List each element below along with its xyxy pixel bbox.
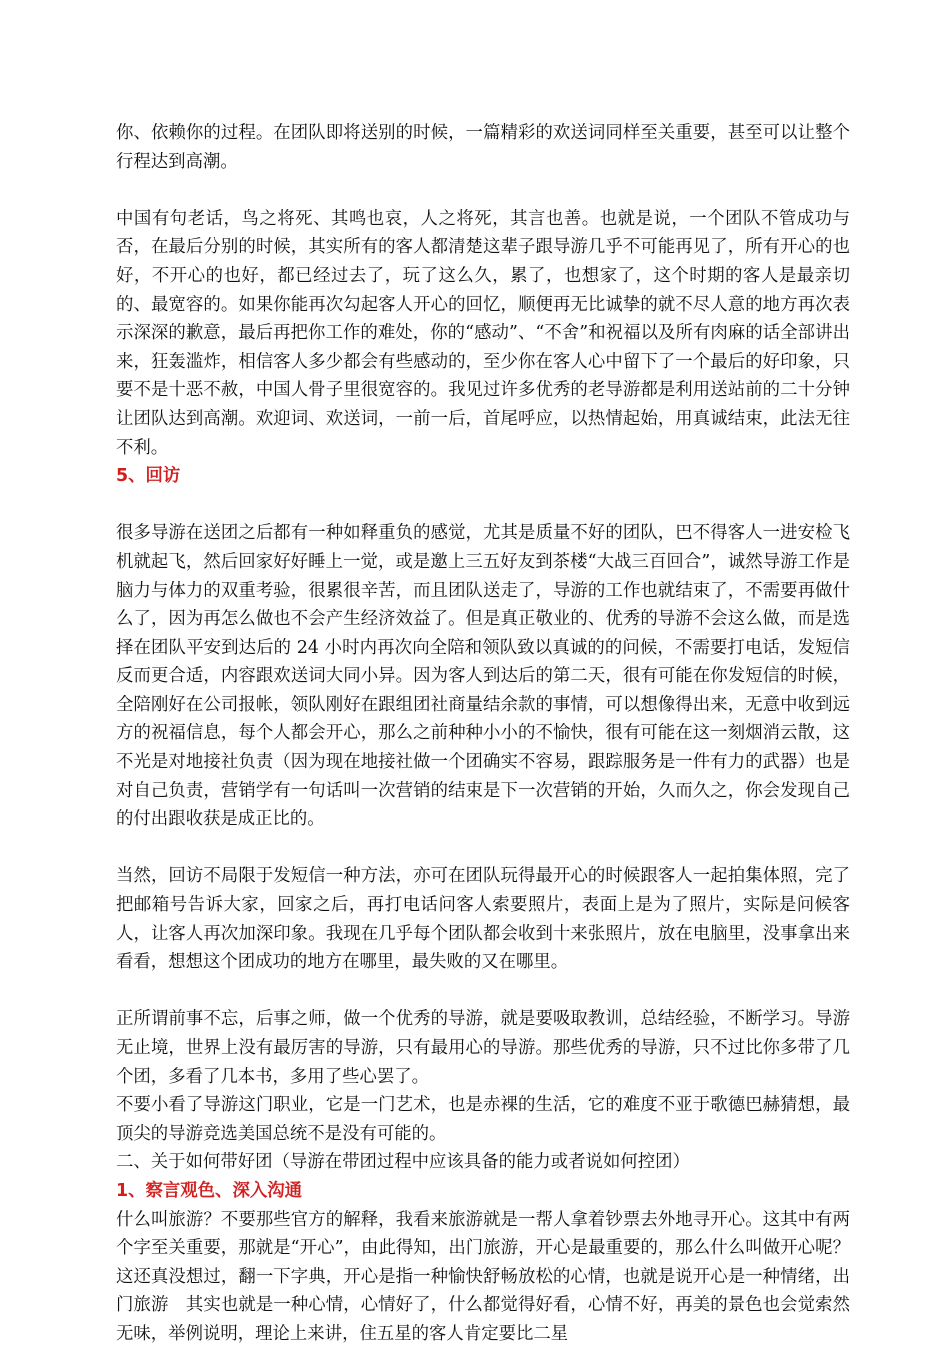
- paragraph-gap: [116, 176, 850, 205]
- paragraph-gap: [116, 977, 850, 1006]
- paragraph: 不要小看了导游这门职业，它是一门艺术，也是赤裸的生活，它的难度不亚于歌德巴赫猜想，最顶尖的导游竞选美国总统不是没有可能的。: [116, 1095, 850, 1144]
- paragraph: 什么叫旅游？不要那些官方的解释，我看来旅游就是一帮人拿着钞票去外地寻开心。这其中有两个字至关重要，那就是“开心”，由此得知，出门旅游，开心是最重要的，那么什么叫做开心呢？这还真没想过，翻一下字典，开心是指一种愉快舒畅放松的心情，也就是说开心是一种情绪，出门旅游 其实也就是一种心情，心情好了，什么都觉得好看，心情不好，再美的景色也会觉索然无味，举例说明，理论上来讲，住五星的客人肯定要比二星: [116, 1209, 850, 1344]
- chapter-heading: 二、关于如何带好团（导游在带团过程中应该具备的能力或者说如何控团）: [116, 1152, 690, 1173]
- paragraph: 正所谓前事不忘，后事之师，做一个优秀的导游，就是要吸取教训，总结经验，不断学习。导游无止境，世界上没有最厉害的导游，只有最用心的导游。那些优秀的导游，只不过比你多带了几个团，多看了几本书，多用了些心罢了。: [116, 1009, 850, 1087]
- paragraph-gap: [116, 491, 850, 520]
- paragraph: 中国有句老话，鸟之将死、其鸣也哀，人之将死，其言也善。也就是说，一个团队不管成功与否，在最后分别的时候，其实所有的客人都清楚这辈子跟导游几乎不可能再见了，所有开心的也好，不开心的也好，都已经过去了，玩了这么久，累了，也想家了，这个时期的客人是最亲切的、最宽容的。如果你能再次勾起客人开心的回忆，顺便再无比诚挚的就不尽人意的地方再次表示深深的歉意，最后再把你工作的难处，你的“感动”、“不舍”和祝福以及所有肉麻的话全部讲出来，狂轰滥炸，相信客人多少都会有些感动的，至少你在客人心中留下了一个最后的好印象，只要不是十恶不赦，中国人骨子里很宽容的。我见过许多优秀的老导游都是利用送站前的二十分钟让团队达到高潮。欢迎词、欢送词，一前一后，首尾呼应，以热情起始，用真诚结束，此法无往不利。: [116, 208, 850, 458]
- document-body: [116, 119, 850, 1349]
- paragraph-gap: [116, 834, 850, 863]
- paragraph: 你、依赖你的过程。在团队即将送别的时候，一篇精彩的欢送词同样至关重要，甚至可以让整个行程达到高潮。: [116, 123, 850, 172]
- paragraph: 很多导游在送团之后都有一种如释重负的感觉，尤其是质量不好的团队，巴不得客人一进安检飞机就起飞，然后回家好好睡上一觉，或是邀上三五好友到茶楼“大战三百回合”，诚然导游工作是脑力与体力的双重考验，很累很辛苦，而且团队送走了，导游的工作也就结束了，不需要再做什么了，因为再怎么做也不会产生经济效益了。但是真正敬业的、优秀的导游不会这么做，而是选择在团队平安到达后的 24 小时内再次向全陪和领队致以真诚的的问候，不需要打电话，发短信反而更合适，内容跟欢送词大同小异。因为客人到达后的第二天，很有可能在你发短信的时候，全陪刚好在公司报帐，领队刚好在跟组团社商量结余款的事情，可以想像得出来，无意中收到远方的祝福信息，每个人都会开心，那么之前种种小小的不愉快，很有可能在这一刻烟消云散，这不光是对地接社负责（因为现在地接社做一个团确实不容易，跟踪服务是一件有力的武器）也是对自己负责，营销学有一句话叫一次营销的结束是下一次营销的开始，久而久之，你会发现自己的付出跟收获是成正比的。: [116, 523, 850, 830]
- section-heading-observation: 1、察言观色、深入沟通: [116, 1180, 303, 1201]
- paragraph: 当然，回访不局限于发短信一种方法，亦可在团队玩得最开心的时候跟客人一起拍集体照，完了把邮箱号告诉大家，回家之后，再打电话问客人索要照片，表面上是为了照片，实际是问候客人，让客人再次加深印象。我现在几乎每个团队都会收到十来张照片，放在电脑里，没事拿出来看看，想想这个团成功的地方在哪里，最失败的又在哪里。: [116, 866, 850, 973]
- section-heading-return-visit: 5、回访: [116, 466, 181, 487]
